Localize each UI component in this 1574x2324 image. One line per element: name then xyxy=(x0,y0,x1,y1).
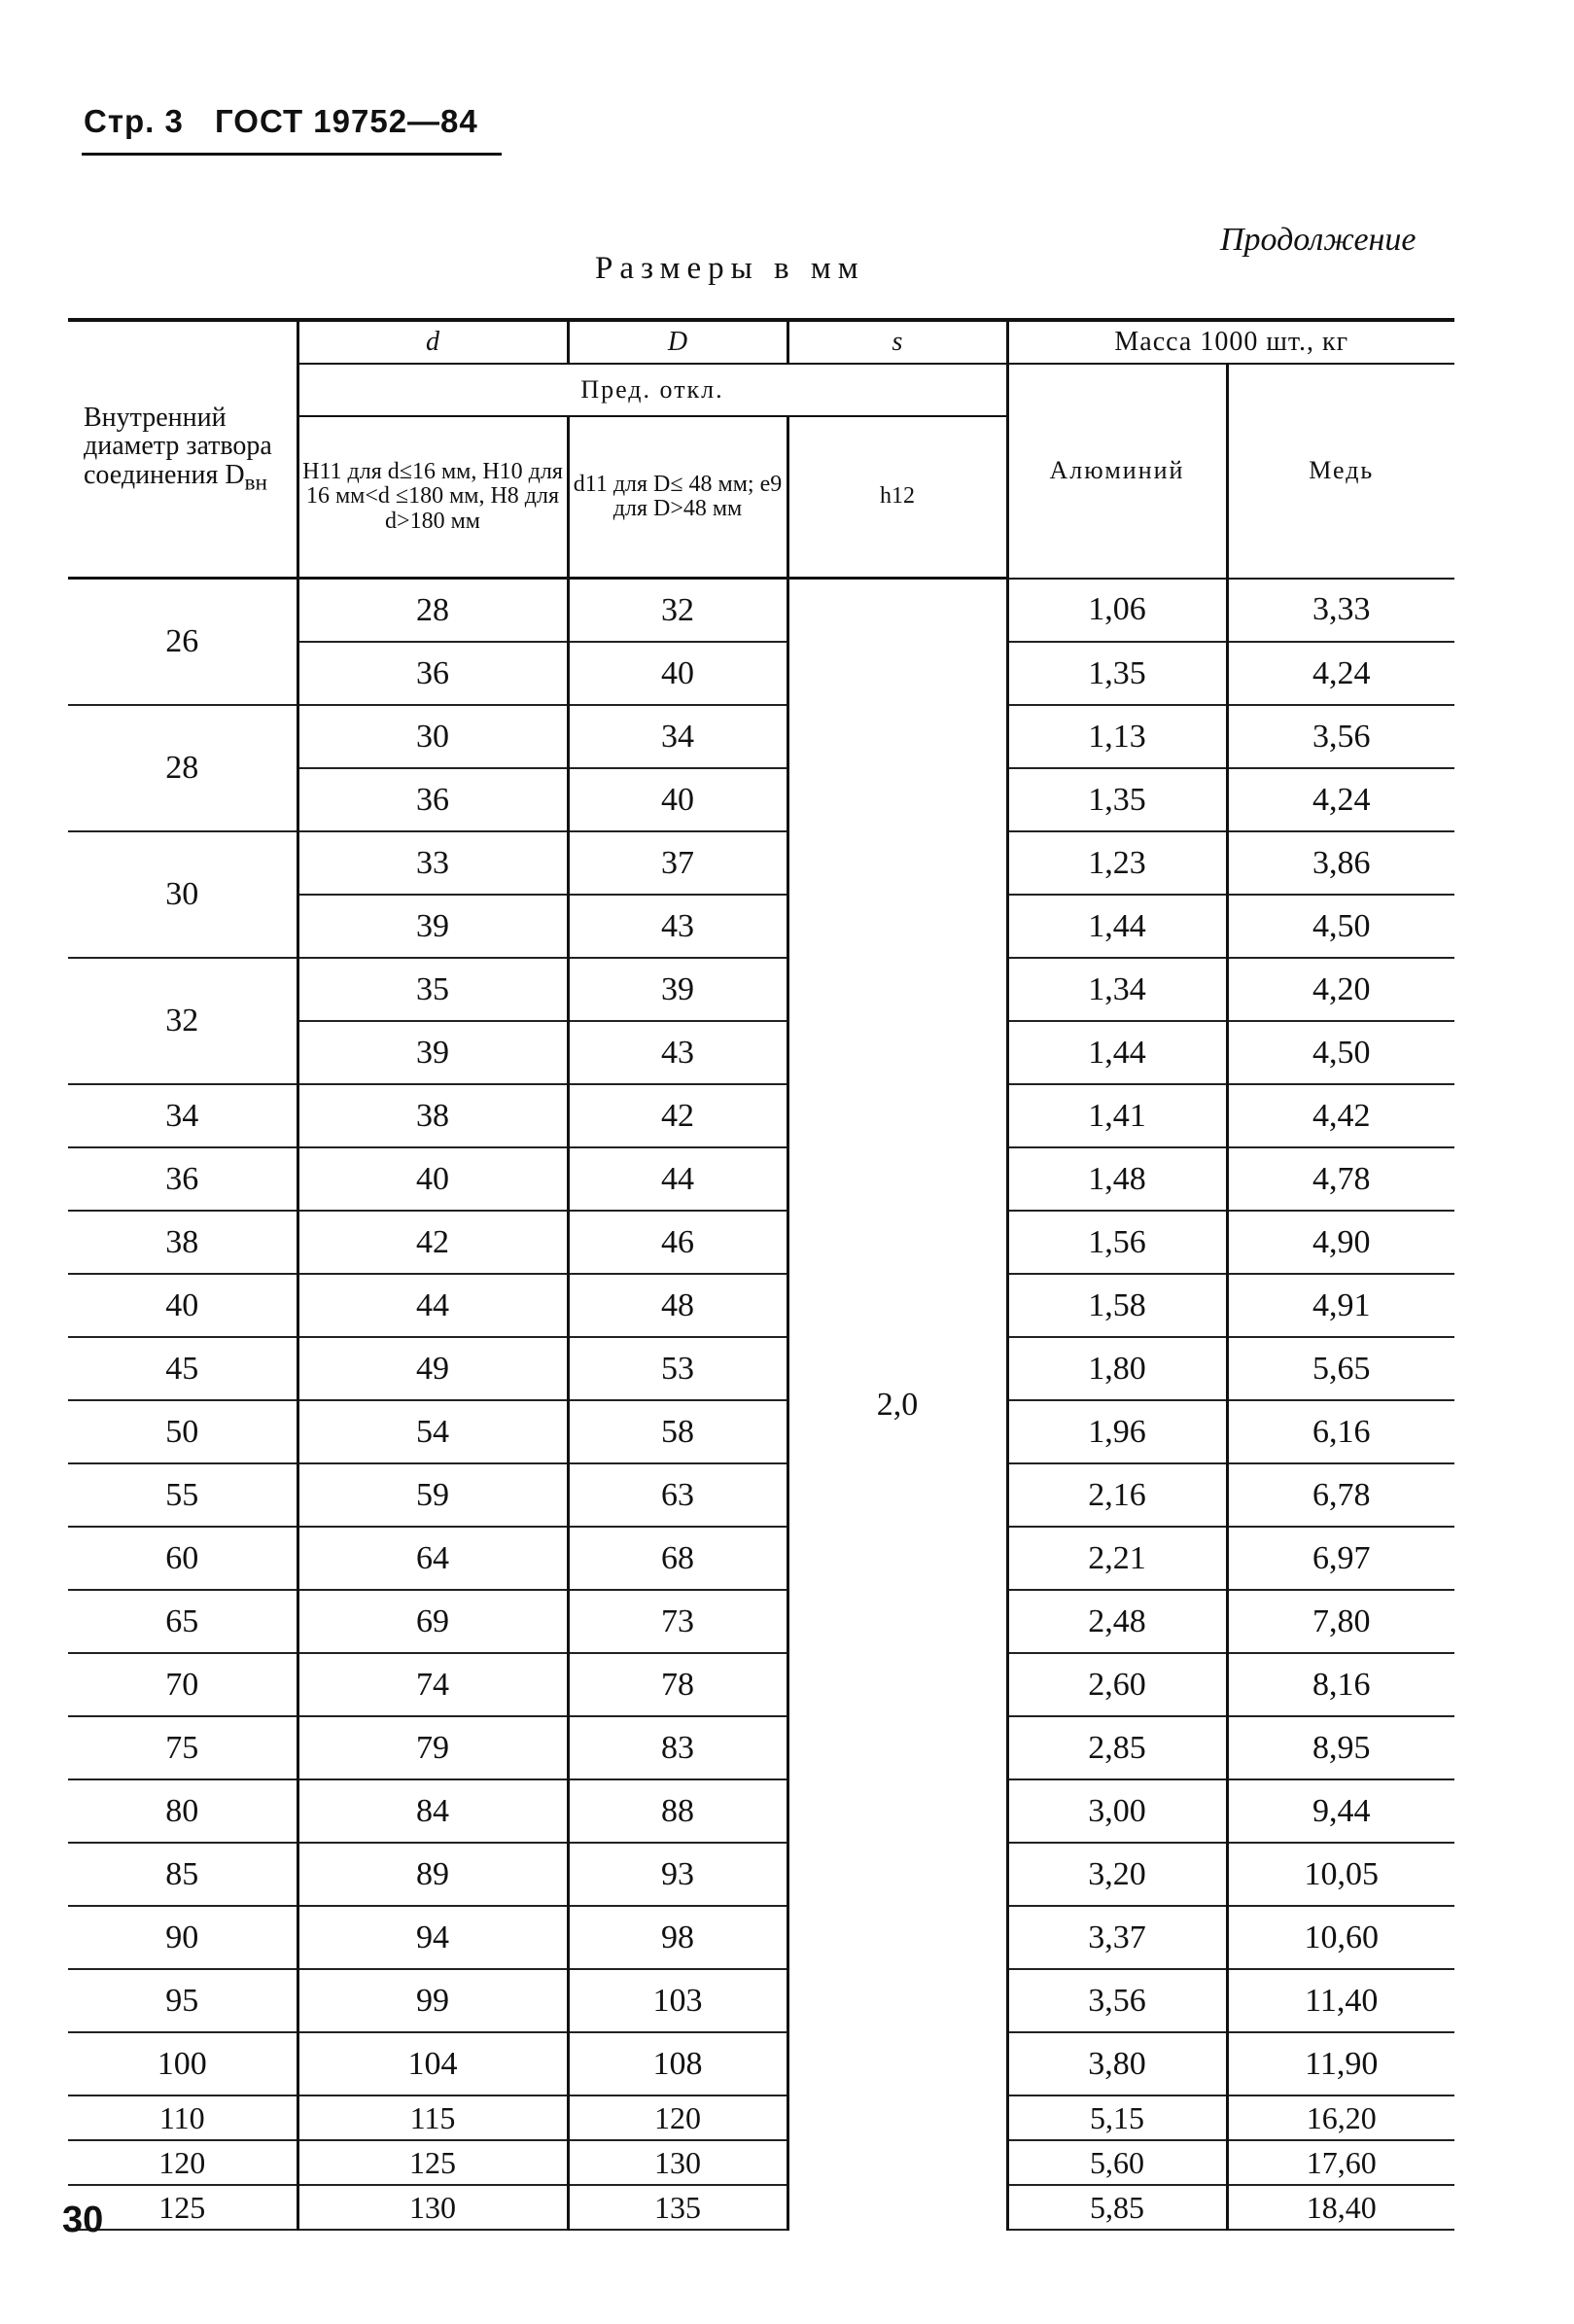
cell-copper-mass: 4,20 xyxy=(1227,958,1454,1021)
cell-d: 49 xyxy=(297,1337,568,1400)
cell-D: 98 xyxy=(568,1906,787,1969)
table-row xyxy=(68,705,1454,768)
header-D-tolerance: d11 для D≤ 48 мм; e9 для D>48 мм xyxy=(568,416,787,579)
cell-d: 84 xyxy=(297,1779,568,1843)
cell-inner-diameter: 50 xyxy=(68,1400,297,1463)
cell-D: 63 xyxy=(568,1463,787,1527)
cell-copper-mass: 4,90 xyxy=(1227,1211,1454,1274)
cell-D: 34 xyxy=(568,705,787,768)
cell-inner-diameter: 90 xyxy=(68,1906,297,1969)
cell-inner-diameter: 28 xyxy=(68,705,297,831)
header-inner-diameter-subscript: вн xyxy=(244,470,268,496)
cell-d: 59 xyxy=(297,1463,568,1527)
table-row xyxy=(68,831,1454,895)
cell-inner-diameter: 65 xyxy=(68,1590,297,1653)
cell-aluminium-mass: 1,41 xyxy=(1007,1084,1227,1147)
cell-inner-diameter: 55 xyxy=(68,1463,297,1527)
table-row xyxy=(68,2140,1454,2185)
table-body xyxy=(68,579,1454,2231)
cell-d: 99 xyxy=(297,1969,568,2032)
cell-copper-mass: 9,44 xyxy=(1227,1779,1454,1843)
cell-copper-mass: 5,65 xyxy=(1227,1337,1454,1400)
page-header xyxy=(84,103,500,140)
cell-inner-diameter: 32 xyxy=(68,958,297,1084)
dimensions-table xyxy=(68,318,1454,2231)
cell-copper-mass: 8,95 xyxy=(1227,1716,1454,1779)
cell-d: 39 xyxy=(297,1021,568,1084)
cell-copper-mass: 4,50 xyxy=(1227,895,1454,958)
header-d: d xyxy=(297,320,568,364)
cell-inner-diameter: 125 xyxy=(68,2185,297,2230)
table-row xyxy=(68,1337,1454,1400)
cell-aluminium-mass: 1,23 xyxy=(1007,831,1227,895)
cell-aluminium-mass: 1,06 xyxy=(1007,579,1227,643)
table-row xyxy=(68,1843,1454,1906)
cell-copper-mass: 3,56 xyxy=(1227,705,1454,768)
cell-D: 73 xyxy=(568,1590,787,1653)
cell-d: 28 xyxy=(297,579,568,643)
table-row xyxy=(68,2095,1454,2140)
cell-d: 30 xyxy=(297,705,568,768)
cell-inner-diameter: 95 xyxy=(68,1969,297,2032)
cell-aluminium-mass: 1,58 xyxy=(1007,1274,1227,1337)
cell-aluminium-mass: 3,56 xyxy=(1007,1969,1227,2032)
cell-copper-mass: 4,24 xyxy=(1227,642,1454,705)
cell-copper-mass: 16,20 xyxy=(1227,2095,1454,2140)
cell-d: 69 xyxy=(297,1590,568,1653)
standard-number: ГОСТ 19752—84 xyxy=(215,103,478,139)
cell-D: 135 xyxy=(568,2185,787,2230)
cell-aluminium-mass: 1,13 xyxy=(1007,705,1227,768)
cell-D: 46 xyxy=(568,1211,787,1274)
cell-aluminium-mass: 2,16 xyxy=(1007,1463,1227,1527)
table-caption: Размеры в мм xyxy=(595,251,865,286)
table-row xyxy=(68,1653,1454,1716)
cell-D: 53 xyxy=(568,1337,787,1400)
cell-D: 43 xyxy=(568,1021,787,1084)
cell-d: 39 xyxy=(297,895,568,958)
cell-s: 2,0 xyxy=(787,579,1007,2231)
cell-D: 39 xyxy=(568,958,787,1021)
cell-aluminium-mass: 1,34 xyxy=(1007,958,1227,1021)
header-copper: Медь xyxy=(1227,364,1454,579)
cell-copper-mass: 6,97 xyxy=(1227,1527,1454,1590)
cell-copper-mass: 7,80 xyxy=(1227,1590,1454,1653)
cell-D: 83 xyxy=(568,1716,787,1779)
cell-D: 93 xyxy=(568,1843,787,1906)
header-aluminium: Алюминий xyxy=(1007,364,1227,579)
header-s-tolerance: h12 xyxy=(787,416,1007,579)
header-rule xyxy=(82,153,502,156)
cell-D: 103 xyxy=(568,1969,787,2032)
cell-copper-mass: 4,50 xyxy=(1227,1021,1454,1084)
table-row xyxy=(68,2032,1454,2095)
cell-D: 68 xyxy=(568,1527,787,1590)
cell-aluminium-mass: 5,60 xyxy=(1007,2140,1227,2185)
table-row xyxy=(68,1779,1454,1843)
cell-D: 130 xyxy=(568,2140,787,2185)
cell-inner-diameter: 100 xyxy=(68,2032,297,2095)
table-row xyxy=(68,958,1454,1021)
cell-D: 42 xyxy=(568,1084,787,1147)
cell-aluminium-mass: 2,21 xyxy=(1007,1527,1227,1590)
cell-d: 38 xyxy=(297,1084,568,1147)
table-row xyxy=(68,1211,1454,1274)
cell-D: 44 xyxy=(568,1147,787,1211)
table-row xyxy=(68,1400,1454,1463)
cell-copper-mass: 4,42 xyxy=(1227,1084,1454,1147)
cell-aluminium-mass: 2,60 xyxy=(1007,1653,1227,1716)
table-row xyxy=(68,1147,1454,1211)
cell-copper-mass: 6,78 xyxy=(1227,1463,1454,1527)
cell-aluminium-mass: 1,35 xyxy=(1007,768,1227,831)
cell-copper-mass: 3,86 xyxy=(1227,831,1454,895)
table-row xyxy=(68,1463,1454,1527)
cell-copper-mass: 18,40 xyxy=(1227,2185,1454,2230)
page-number: 30 xyxy=(62,2200,104,2240)
cell-d: 104 xyxy=(297,2032,568,2095)
cell-d: 79 xyxy=(297,1716,568,1779)
header-tolerances: Пред. откл. xyxy=(297,364,1007,416)
cell-aluminium-mass: 3,80 xyxy=(1007,2032,1227,2095)
table-row xyxy=(68,1716,1454,1779)
cell-d: 44 xyxy=(297,1274,568,1337)
cell-D: 37 xyxy=(568,831,787,895)
table-row xyxy=(68,1084,1454,1147)
cell-D: 120 xyxy=(568,2095,787,2140)
cell-aluminium-mass: 3,20 xyxy=(1007,1843,1227,1906)
cell-D: 40 xyxy=(568,642,787,705)
header-D: D xyxy=(568,320,787,364)
table-row xyxy=(68,1274,1454,1337)
cell-d: 42 xyxy=(297,1211,568,1274)
cell-inner-diameter: 40 xyxy=(68,1274,297,1337)
cell-d: 74 xyxy=(297,1653,568,1716)
cell-inner-diameter: 80 xyxy=(68,1779,297,1843)
cell-d: 125 xyxy=(297,2140,568,2185)
cell-d: 115 xyxy=(297,2095,568,2140)
cell-d: 89 xyxy=(297,1843,568,1906)
cell-d: 36 xyxy=(297,642,568,705)
cell-inner-diameter: 70 xyxy=(68,1653,297,1716)
cell-inner-diameter: 110 xyxy=(68,2095,297,2140)
cell-d: 130 xyxy=(297,2185,568,2230)
cell-aluminium-mass: 3,37 xyxy=(1007,1906,1227,1969)
cell-copper-mass: 4,91 xyxy=(1227,1274,1454,1337)
cell-D: 40 xyxy=(568,768,787,831)
cell-d: 94 xyxy=(297,1906,568,1969)
cell-copper-mass: 8,16 xyxy=(1227,1653,1454,1716)
cell-D: 58 xyxy=(568,1400,787,1463)
cell-inner-diameter: 60 xyxy=(68,1527,297,1590)
cell-d: 54 xyxy=(297,1400,568,1463)
cell-inner-diameter: 85 xyxy=(68,1843,297,1906)
cell-inner-diameter: 26 xyxy=(68,579,297,706)
cell-D: 43 xyxy=(568,895,787,958)
cell-copper-mass: 11,90 xyxy=(1227,2032,1454,2095)
cell-inner-diameter: 34 xyxy=(68,1084,297,1147)
cell-copper-mass: 10,60 xyxy=(1227,1906,1454,1969)
cell-D: 48 xyxy=(568,1274,787,1337)
cell-aluminium-mass: 1,80 xyxy=(1007,1337,1227,1400)
cell-aluminium-mass: 1,56 xyxy=(1007,1211,1227,1274)
continuation-label: Продолжение xyxy=(1220,222,1417,258)
cell-aluminium-mass: 2,48 xyxy=(1007,1590,1227,1653)
header-inner-diameter-text: Внутренний диаметр затвора соединения D xyxy=(84,403,272,490)
cell-inner-diameter: 75 xyxy=(68,1716,297,1779)
cell-D: 32 xyxy=(568,579,787,643)
table-row xyxy=(68,579,1454,643)
cell-aluminium-mass: 1,96 xyxy=(1007,1400,1227,1463)
cell-aluminium-mass: 5,15 xyxy=(1007,2095,1227,2140)
cell-d: 35 xyxy=(297,958,568,1021)
table-row xyxy=(68,1969,1454,2032)
cell-D: 108 xyxy=(568,2032,787,2095)
table-row xyxy=(68,2185,1454,2230)
cell-aluminium-mass: 5,85 xyxy=(1007,2185,1227,2230)
cell-aluminium-mass: 1,35 xyxy=(1007,642,1227,705)
cell-aluminium-mass: 2,85 xyxy=(1007,1716,1227,1779)
cell-aluminium-mass: 1,44 xyxy=(1007,895,1227,958)
cell-aluminium-mass: 1,48 xyxy=(1007,1147,1227,1211)
cell-aluminium-mass: 1,44 xyxy=(1007,1021,1227,1084)
header-mass: Масса 1000 шт., кг xyxy=(1007,320,1454,364)
table-row xyxy=(68,1527,1454,1590)
cell-D: 88 xyxy=(568,1779,787,1843)
cell-copper-mass: 4,78 xyxy=(1227,1147,1454,1211)
header-d-tolerance: H11 для d≤16 мм, H10 для 16 мм<d ≤180 мм, H8 для d>180 мм xyxy=(297,416,568,579)
cell-inner-diameter: 38 xyxy=(68,1211,297,1274)
cell-aluminium-mass: 3,00 xyxy=(1007,1779,1227,1843)
cell-inner-diameter: 120 xyxy=(68,2140,297,2185)
cell-d: 36 xyxy=(297,768,568,831)
table-row xyxy=(68,1906,1454,1969)
cell-copper-mass: 6,16 xyxy=(1227,1400,1454,1463)
cell-d: 33 xyxy=(297,831,568,895)
cell-inner-diameter: 36 xyxy=(68,1147,297,1211)
table-row xyxy=(68,1590,1454,1653)
cell-d: 64 xyxy=(297,1527,568,1590)
page-label: Стр. 3 xyxy=(84,103,184,139)
header-s: s xyxy=(787,320,1007,364)
cell-copper-mass: 10,05 xyxy=(1227,1843,1454,1906)
cell-d: 40 xyxy=(297,1147,568,1211)
header-inner-diameter xyxy=(68,320,297,579)
cell-inner-diameter: 30 xyxy=(68,831,297,958)
cell-copper-mass: 3,33 xyxy=(1227,579,1454,643)
cell-copper-mass: 17,60 xyxy=(1227,2140,1454,2185)
cell-D: 78 xyxy=(568,1653,787,1716)
cell-copper-mass: 11,40 xyxy=(1227,1969,1454,2032)
cell-copper-mass: 4,24 xyxy=(1227,768,1454,831)
cell-inner-diameter: 45 xyxy=(68,1337,297,1400)
